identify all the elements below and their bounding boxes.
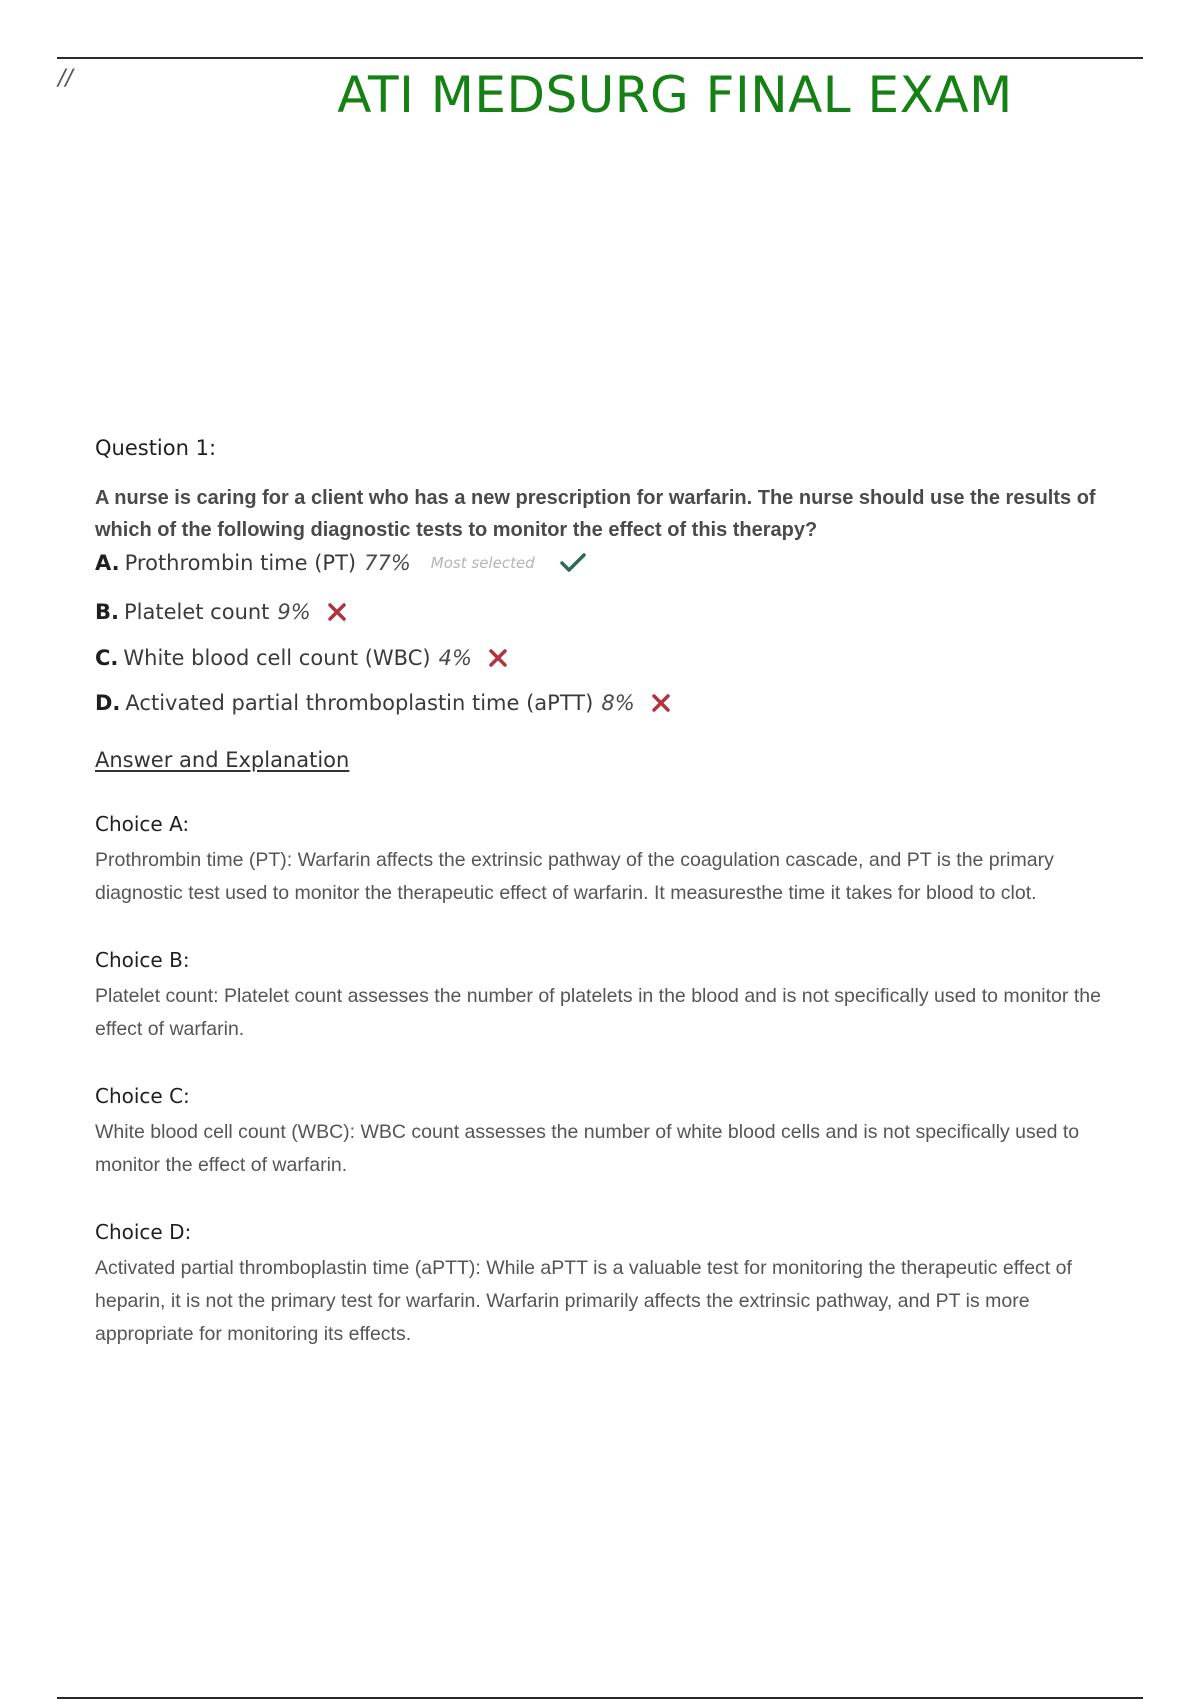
answer-explanation-link[interactable]: Answer and Explanation <box>95 748 350 772</box>
option-text: Prothrombin time (PT) <box>124 551 357 575</box>
option-percent: 8% <box>601 691 635 715</box>
question-block <box>95 436 1115 1351</box>
choice-heading: Choice C: <box>95 1084 190 1108</box>
option-percent: 4% <box>438 646 472 670</box>
choice-text: White blood cell count (WBC): WBC count assesses the number of white blood cells and is not specifically used to monitor the effect of warfarin. <box>95 1121 1080 1176</box>
choice-heading: Choice B: <box>95 948 190 972</box>
option-percent: 9% <box>277 600 311 624</box>
question-label: Question 1: <box>95 436 217 460</box>
option-b[interactable] <box>95 595 1115 629</box>
option-d[interactable] <box>95 686 1115 720</box>
choice-text: Activated partial thromboplastin time (aPTT): While aPTT is a valuable test for monitoring the therapeutic effect of heparin, it is not the primary test for warfarin. Warfarin primarily affects the extrinsic pathway, and PT is more appropriate for monitoring its effects. <box>95 1257 1072 1345</box>
option-letter: A. <box>95 551 120 575</box>
option-letter: D. <box>95 691 121 715</box>
option-letter: C. <box>95 646 119 670</box>
cross-icon <box>488 648 508 668</box>
option-letter: B. <box>95 600 119 624</box>
cross-icon <box>327 602 347 622</box>
top-rule <box>57 57 1143 59</box>
most-selected-badge: Most selected <box>430 554 535 572</box>
option-text: Platelet count <box>123 600 270 624</box>
check-icon <box>559 552 587 574</box>
choice-text: Prothrombin time (PT): Warfarin affects the extrinsic pathway of the coagulation cascade, and PT is the primary diagnostic test used to monitor the therapeutic effect of warfarin. It measuresthe time it takes for blood to clot. <box>95 849 1054 904</box>
option-text: Activated partial thromboplastin time (aPTT) <box>125 691 594 715</box>
cross-icon <box>651 693 671 713</box>
option-text: White blood cell count (WBC) <box>123 646 431 670</box>
corner-mark: // <box>58 66 73 91</box>
explanation-d <box>95 1220 1115 1351</box>
bottom-rule <box>57 1697 1143 1699</box>
choice-text: Platelet count: Platelet count assesses the number of platelets in the blood and is not specifically used to monitor the effect of warfarin. <box>95 985 1101 1040</box>
explanation-a <box>95 812 1115 910</box>
explanation-b <box>95 948 1115 1046</box>
option-a[interactable] <box>95 546 1115 580</box>
choice-heading: Choice A: <box>95 812 190 836</box>
question-text: A nurse is caring for a client who has a new prescription for warfarin. The nurse should use the results of which of the following diagnostic tests to monitor the effect of this therapy? <box>95 487 1096 541</box>
option-percent: 77% <box>364 551 411 575</box>
option-c[interactable] <box>95 641 1115 675</box>
page-title: ATI MEDSURG FINAL EXAM <box>337 66 1013 124</box>
choice-heading: Choice D: <box>95 1220 192 1244</box>
explanation-c <box>95 1084 1115 1182</box>
